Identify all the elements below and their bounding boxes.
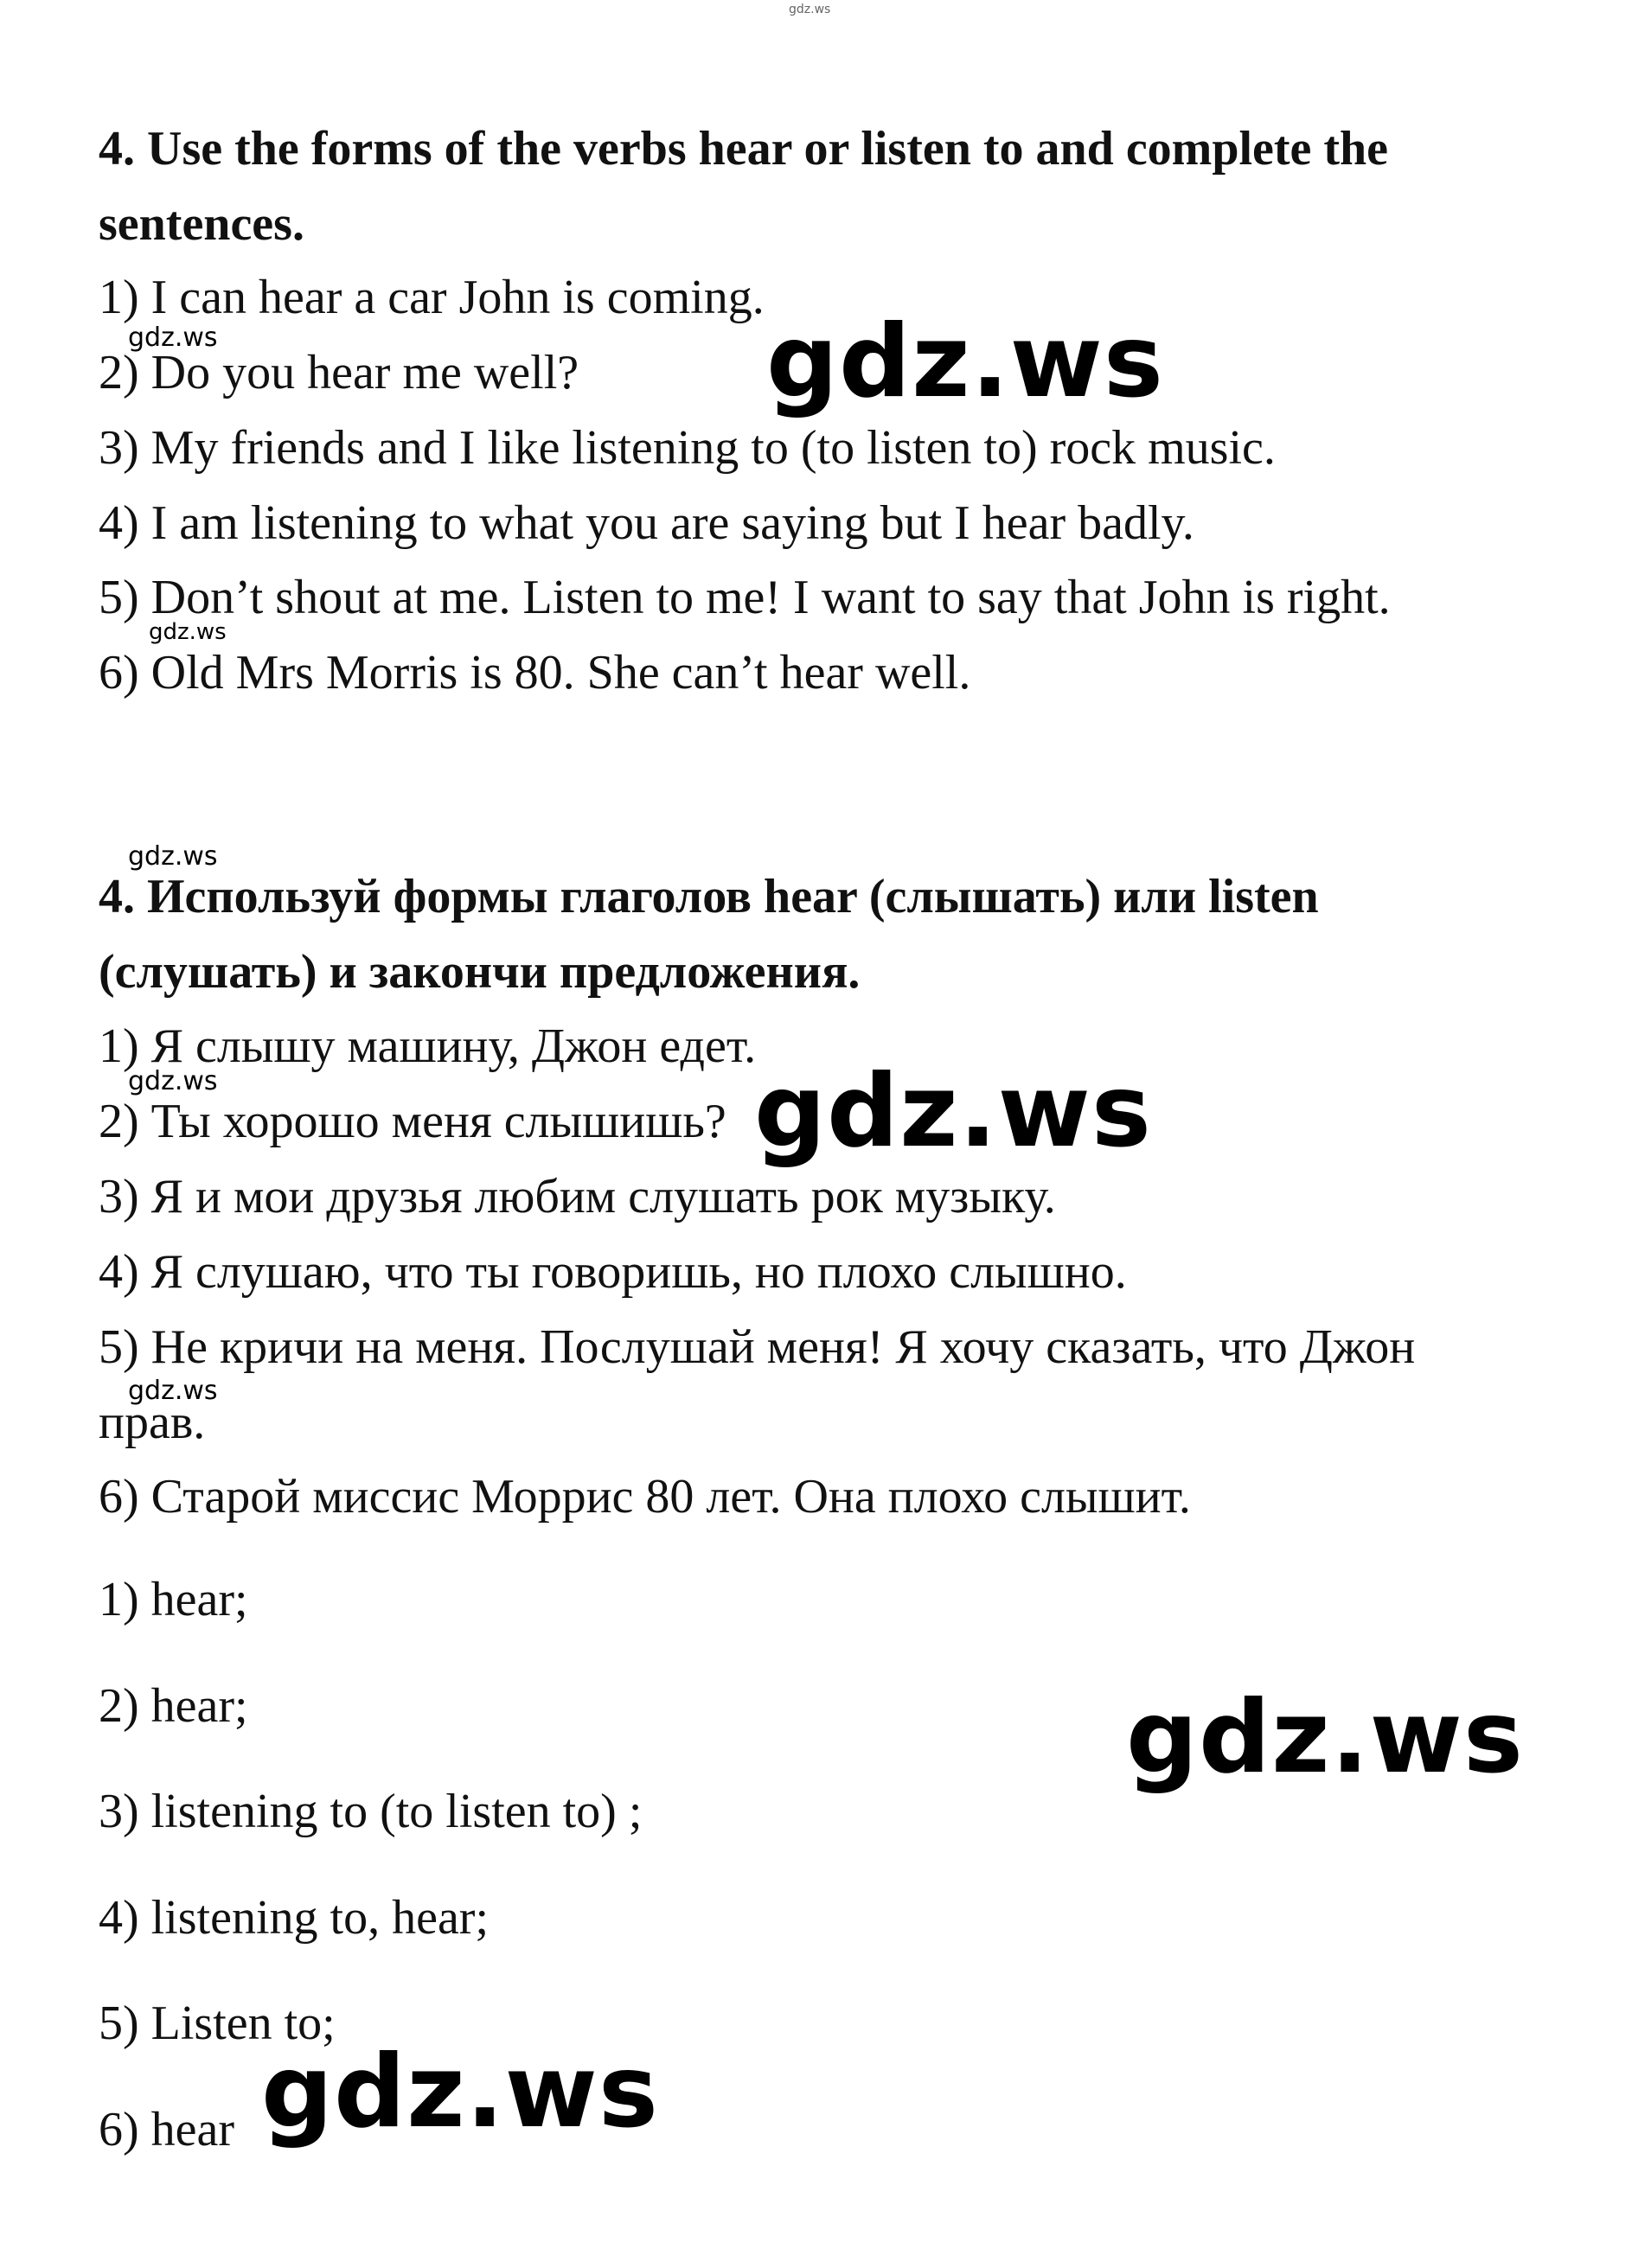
english-sentence-2: 2) Do you hear me well? bbox=[99, 346, 579, 399]
russian-heading-line1: 4. Используй формы глаголов hear (слышать) или listen bbox=[99, 870, 1319, 923]
russian-sentence-5-continued: прав. bbox=[99, 1396, 206, 1449]
watermark-small-5: gdz.ws bbox=[128, 1376, 218, 1406]
english-sentence-5: 5) Don’t shout at me. Listen to me! I want to say that John is right. bbox=[99, 571, 1391, 624]
watermark-small-3: gdz.ws bbox=[128, 841, 218, 872]
answer-1: 1) hear; bbox=[99, 1573, 248, 1626]
russian-sentence-1: 1) Я слышу машину, Джон едет. bbox=[99, 1019, 757, 1073]
answer-5: 5) Listen to; bbox=[99, 1996, 336, 2050]
russian-sentence-5: 5) Не кричи на меня. Послушай меня! Я хочу сказать, что Джон bbox=[99, 1320, 1416, 1374]
answer-3: 3) listening to (to listen to) ; bbox=[99, 1785, 643, 1838]
english-sentence-6: 6) Old Mrs Morris is 80. She can’t hear well. bbox=[99, 646, 971, 700]
answer-4: 4) listening to, hear; bbox=[99, 1891, 490, 1945]
watermark-big-4: gdz.ws bbox=[261, 2034, 659, 2150]
english-sentence-3: 3) My friends and I like listening to (to listen to) rock music. bbox=[99, 421, 1276, 475]
watermark-small-4: gdz.ws bbox=[128, 1066, 218, 1096]
english-sentence-4: 4) I am listening to what you are saying but I hear badly. bbox=[99, 496, 1194, 550]
english-sentence-1: 1) I can hear a car John is coming. bbox=[99, 271, 765, 324]
russian-sentence-3: 3) Я и мои друзья любим слушать рок музыку. bbox=[99, 1170, 1056, 1223]
english-heading-line2: sentences. bbox=[99, 197, 304, 251]
answer-2: 2) hear; bbox=[99, 1679, 248, 1733]
watermark-big-1: gdz.ws bbox=[766, 303, 1164, 420]
russian-sentence-6: 6) Старой миссис Моррис 80 лет. Она плохо слышит. bbox=[99, 1470, 1191, 1524]
russian-sentence-2: 2) Ты хорошо меня слышишь? bbox=[99, 1095, 726, 1148]
watermark-big-3: gdz.ws bbox=[1126, 1679, 1524, 1796]
russian-heading-line2: (слушать) и закончи предложения. bbox=[99, 945, 861, 999]
watermark-tiny-top: gdz.ws bbox=[789, 3, 831, 16]
english-heading-line1: 4. Use the forms of the verbs hear or listen to and complete the bbox=[99, 122, 1389, 176]
answer-6: 6) hear bbox=[99, 2103, 235, 2156]
watermark-small-1: gdz.ws bbox=[128, 323, 218, 353]
watermark-small-2: gdz.ws bbox=[149, 619, 227, 645]
watermark-big-2: gdz.ws bbox=[754, 1053, 1152, 1170]
russian-sentence-4: 4) Я слушаю, что ты говоришь, но плохо слышно. bbox=[99, 1245, 1127, 1299]
